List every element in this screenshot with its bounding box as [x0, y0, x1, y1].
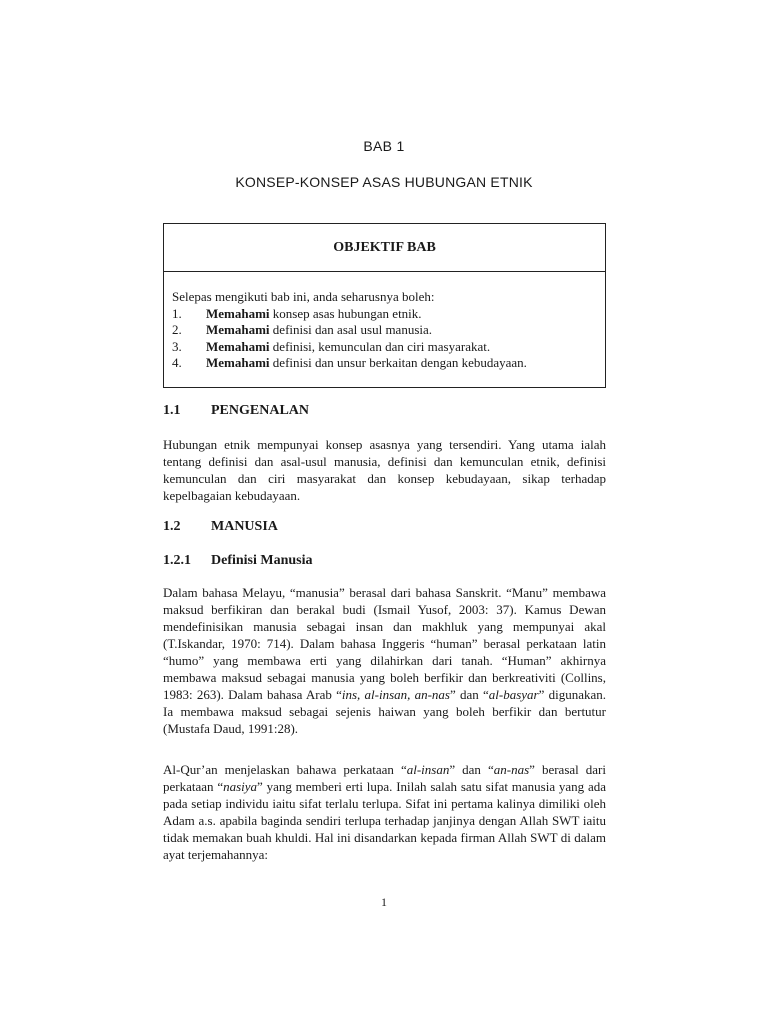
text-run: ” digunakan. Ia membawa maksud sebagai sejenis haiwan yang boleh berfikir dan bertutur (Mustafa Daud, 1991:28).: [163, 687, 607, 736]
text-run: ” berasal dari perkataan “: [163, 762, 607, 794]
section-heading-1-2-1: [163, 553, 313, 569]
objective-item-text: definisi, kemunculan dan ciri masyarakat.: [269, 338, 491, 354]
paragraph-definition: [163, 584, 606, 737]
objective-item: [172, 306, 597, 323]
text-run: ” yang memberi erti lupa. Inilah salah satu sifat manusia yang ada pada setiap individu iaitu sifat terlalu terlupa. Sifat ini pertama kalinya dimiliki oleh Adam a.s. apabila baginda sendiri terlupa terhadap janjinya dengan Allah SWT iaitu tidak memakan buah khuldi. Hal ini disandarkan kepada firman Allah SWT di dalam ayat terjemahannya:: [163, 779, 606, 862]
italic-term: nasiya: [223, 779, 258, 794]
section-title: PENGENALAN: [211, 403, 310, 418]
objective-item-text: definisi dan unsur berkaitan dengan kebudayaan.: [269, 355, 527, 370]
objective-item-number: 3.: [172, 338, 182, 354]
objective-item-verb: Memahami: [206, 305, 270, 321]
objective-item: [172, 322, 597, 339]
objective-box: [163, 223, 606, 388]
objective-heading: OBJEKTIF BAB: [164, 224, 605, 272]
objective-item-verb: Memahami: [206, 338, 270, 354]
objective-item-number: 1.: [172, 305, 182, 321]
text-run: ” dan “: [449, 762, 494, 777]
chapter-number: BAB 1: [363, 138, 405, 154]
section-number: 1.1: [163, 403, 181, 418]
italic-term: al-basyar: [488, 687, 539, 702]
objective-item: [172, 355, 597, 372]
section-heading-1-2: [163, 519, 278, 535]
objective-body: [164, 272, 605, 372]
objective-item-text: definisi dan asal usul manusia.: [269, 322, 433, 337]
page-number: 1: [381, 895, 387, 909]
section-number: 1.2: [163, 519, 181, 534]
italic-term: ins, al-insan, an-nas: [341, 687, 450, 702]
objective-item-number: 4.: [172, 355, 182, 370]
section-title: MANUSIA: [211, 519, 278, 534]
objective-item: [172, 339, 597, 356]
objective-item-verb: Memahami: [206, 322, 270, 337]
text-run: ” dan “: [450, 687, 489, 702]
text-run: Dalam bahasa Melayu, “manusia” berasal dari bahasa Sanskrit. “Manu” membawa maksud berfikiran dan berakal budi (Ismail Yusof, 2003: 37). Kamus Dewan mendefinisikan manusia sebagai insan dan makhluk yang mempunyai akal (T.Iskandar, 1970: 714). Dalam bahasa Inggeris “human” berasal perkataan latin “humo” yang membawa erti yang dilahirkan dari tanah. “Human” akhirnya membawa maksud sebagai manusia yang boleh berfikir dan berkreativiti (Collins, 1983: 263). Dalam bahasa Arab “: [163, 585, 606, 702]
italic-term: al-insan: [406, 762, 450, 777]
section-heading-1-1: [163, 403, 309, 419]
section-title: Definisi Manusia: [211, 553, 313, 568]
paragraph-introduction: Hubungan etnik mempunyai konsep asasnya yang tersendiri. Yang utama ialah tentang definisi dan asal-usul manusia, definisi dan kemunculan etnik, definisi kemunculan dan ciri masyarakat dan konsep kebudayaan, sikap terhadap kepelbagaian kebudayaan.: [163, 437, 606, 503]
text-run: Al-Qur’an menjelaskan bahawa perkataan “: [163, 762, 407, 777]
objective-item-verb: Memahami: [206, 355, 270, 370]
chapter-title: KONSEP-KONSEP ASAS HUBUNGAN ETNIK: [235, 174, 533, 190]
section-number: 1.2.1: [163, 553, 191, 568]
objective-intro: Selepas mengikuti bab ini, anda seharusnya boleh:: [172, 289, 435, 304]
italic-term: an-nas: [493, 762, 530, 777]
paragraph-quran: [163, 761, 606, 863]
objective-item-text: konsep asas hubungan etnik.: [269, 305, 422, 321]
objective-item-number: 2.: [172, 322, 182, 337]
